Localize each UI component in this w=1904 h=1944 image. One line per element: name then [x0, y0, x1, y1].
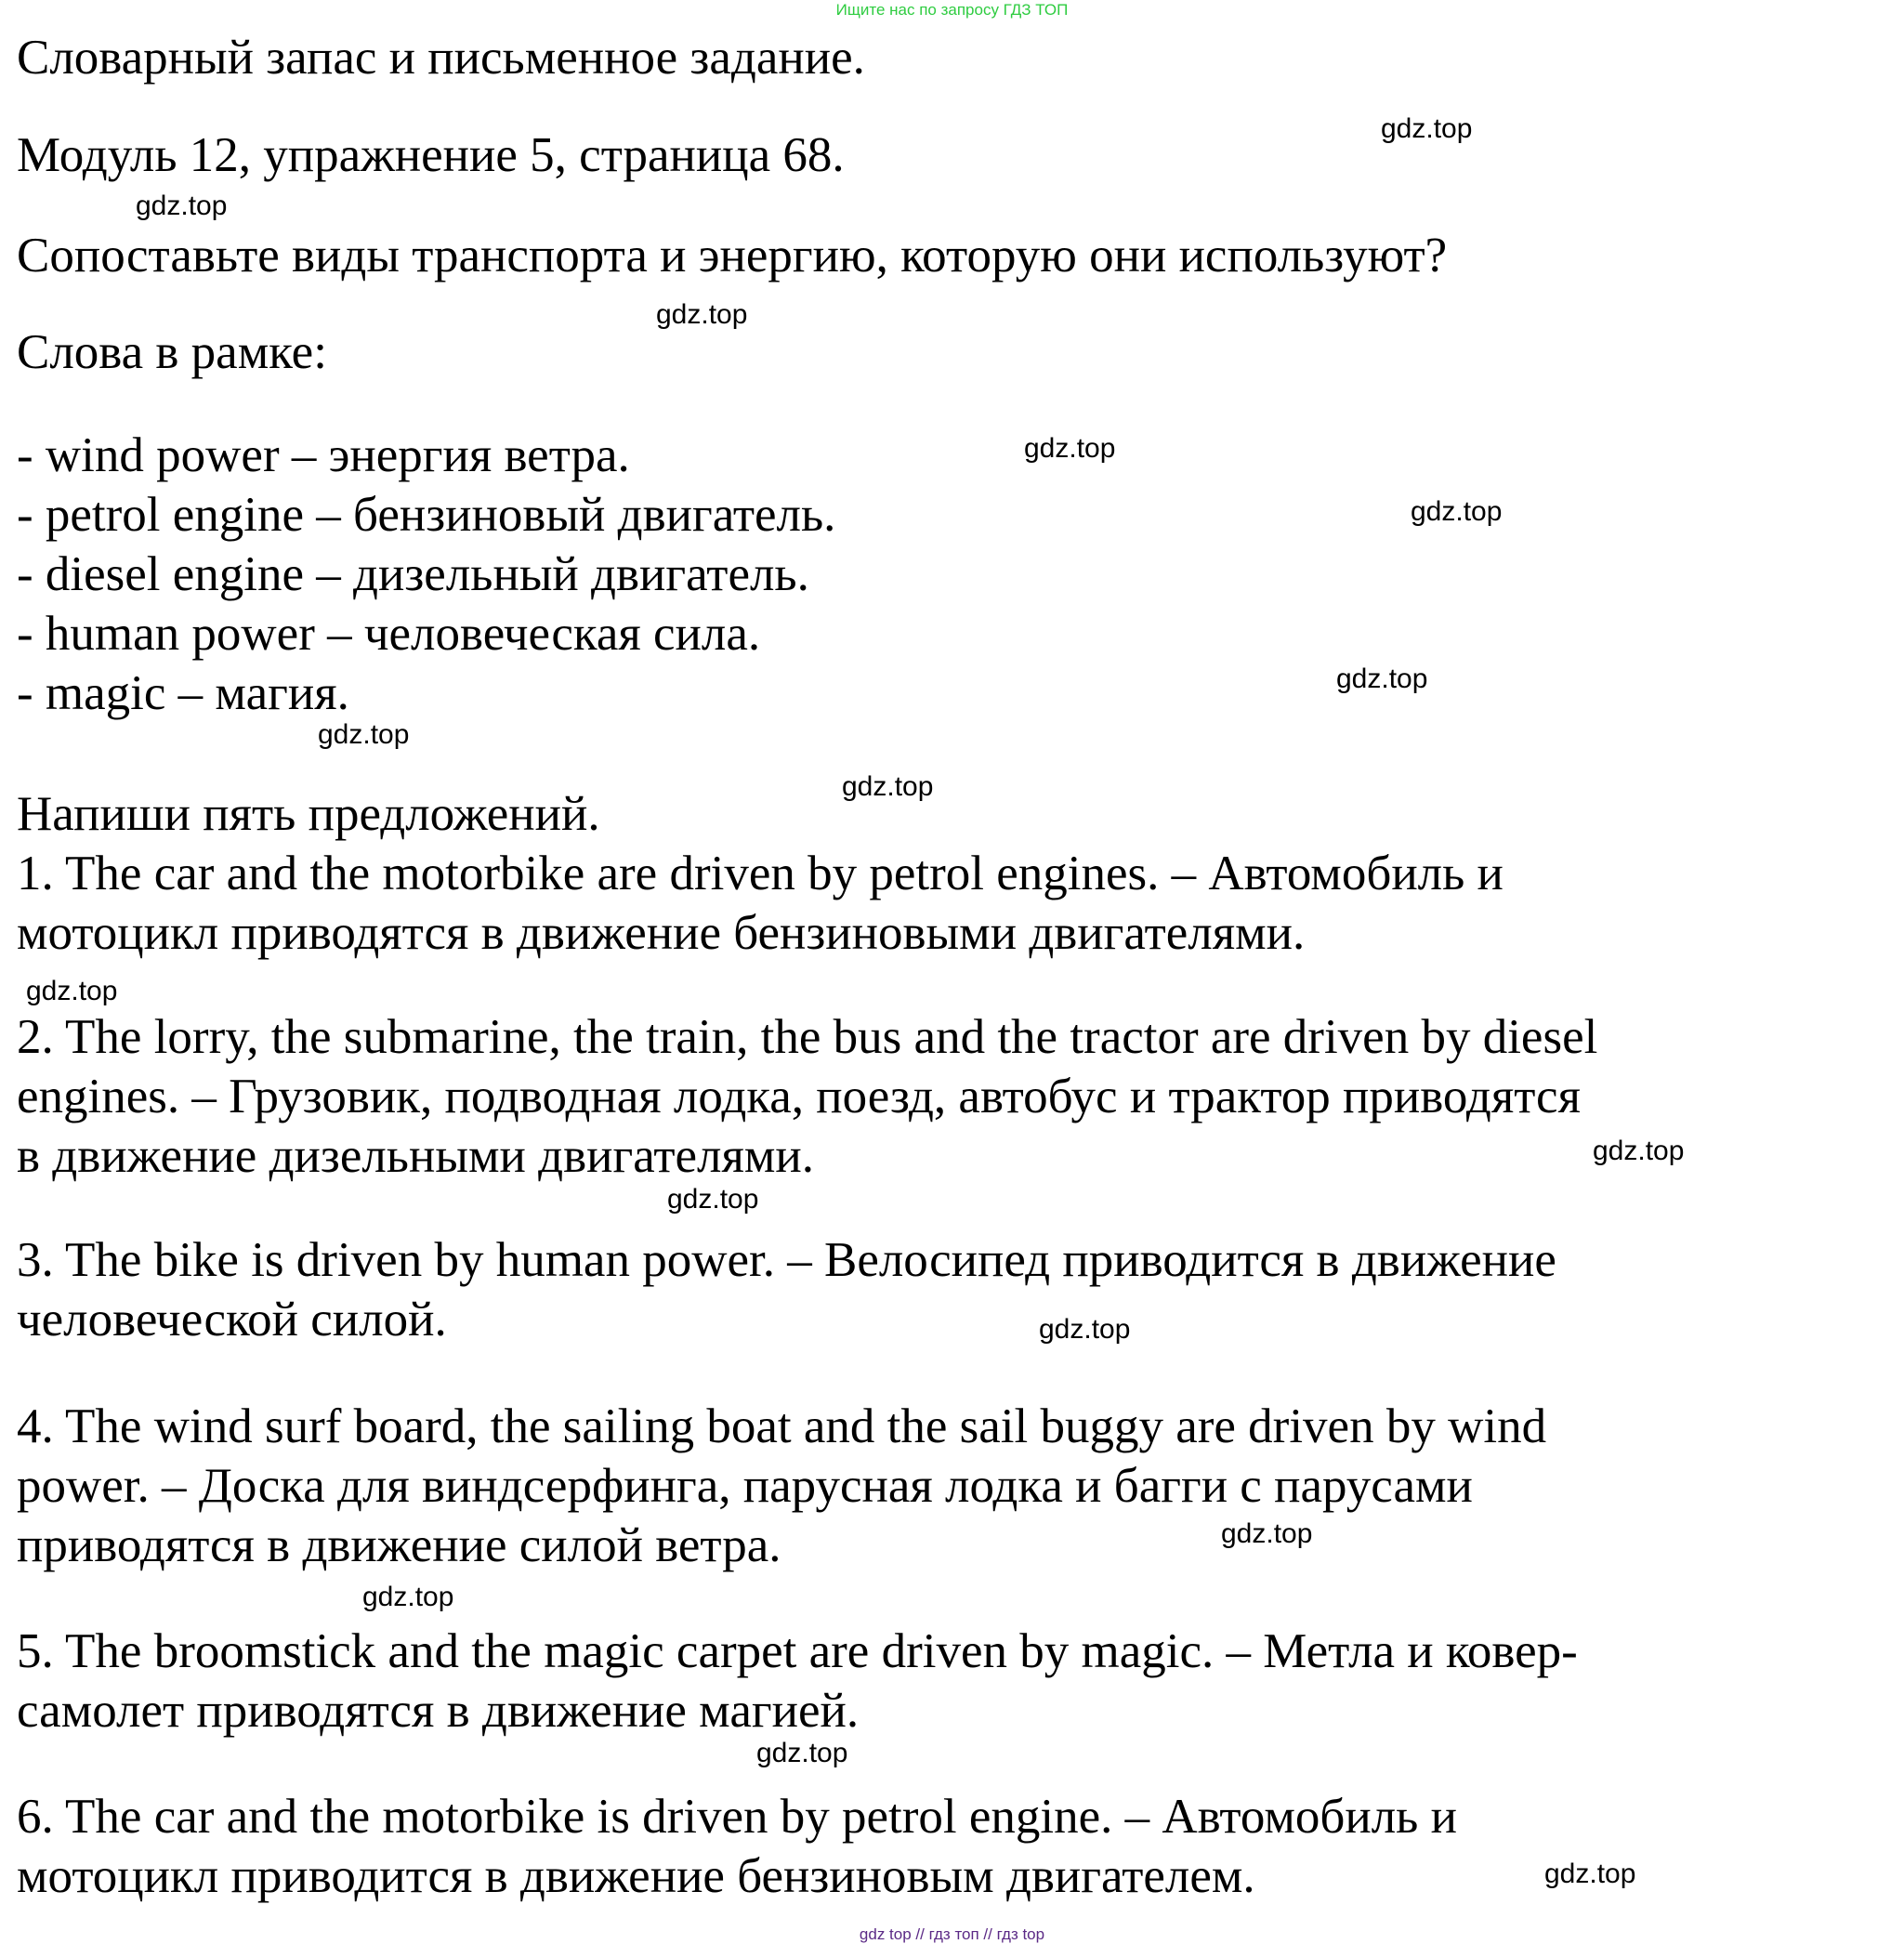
word-item: - magic – магия. — [17, 666, 349, 720]
watermark-text: gdz.top — [656, 299, 748, 330]
footer-banner: gdz top // гдз топ // гдз top — [859, 1925, 1045, 1943]
sentence-line: человеческой силой. — [17, 1293, 447, 1346]
search-hint-banner: Ищите нас по запросу ГДЗ ТОП — [835, 1, 1069, 19]
watermark-text: gdz.top — [1381, 113, 1473, 144]
sentence-line: мотоцикл приводится в движение бензиновым двигателем. — [17, 1849, 1255, 1903]
watermark-text: gdz.top — [1039, 1314, 1131, 1345]
task-heading: Напиши пять предложений. — [17, 787, 600, 841]
watermark-text: gdz.top — [362, 1582, 454, 1612]
sentence-line: engines. – Грузовик, подводная лодка, поезд, автобус и трактор приводятся — [17, 1070, 1581, 1123]
page-title: Словарный запас и письменное задание. — [17, 31, 865, 85]
watermark-text: gdz.top — [1544, 1859, 1636, 1889]
watermark-text: gdz.top — [1336, 663, 1428, 694]
watermark-text: gdz.top — [1411, 496, 1503, 527]
sentence-line: 1. The car and the motorbike are driven by petrol engines. – Автомобиль и — [17, 847, 1504, 900]
watermark-text: gdz.top — [756, 1738, 848, 1768]
sentence-line: мотоцикл приводятся в движение бензиновыми двигателями. — [17, 906, 1306, 960]
watermark-text: gdz.top — [318, 719, 410, 750]
sentence-line: power. – Доска для виндсерфинга, парусная лодка и багги с парусами — [17, 1459, 1473, 1513]
sentence-line: 4. The wind surf board, the sailing boat and the sail buggy are driven by wind — [17, 1399, 1547, 1453]
word-item: - human power – человеческая сила. — [17, 607, 761, 661]
sentence-line: самолет приводятся в движение магией. — [17, 1684, 860, 1738]
watermark-text: gdz.top — [667, 1184, 759, 1215]
sentence-line: приводятся в движение силой ветра. — [17, 1518, 781, 1572]
sentence-line: 2. The lorry, the submarine, the train, the bus and the tractor are driven by diesel — [17, 1010, 1598, 1064]
watermark-text: gdz.top — [1221, 1518, 1313, 1549]
watermark-text: gdz.top — [1593, 1136, 1685, 1166]
watermark-text: gdz.top — [136, 190, 228, 221]
sentence-line: 6. The car and the motorbike is driven by petrol engine. – Автомобиль и — [17, 1790, 1457, 1844]
word-item: - wind power – энергия ветра. — [17, 428, 630, 482]
sentence-line: в движение дизельными двигателями. — [17, 1129, 815, 1183]
watermark-text: gdz.top — [842, 771, 934, 802]
module-line: Модуль 12, упражнение 5, страница 68. — [17, 128, 845, 182]
words-heading: Слова в рамке: — [17, 325, 327, 379]
sentence-line: 3. The bike is driven by human power. – Велосипед приводится в движение — [17, 1233, 1556, 1287]
word-item: - diesel engine – дизельный двигатель. — [17, 547, 809, 601]
watermark-text: gdz.top — [26, 976, 118, 1006]
watermark-text: gdz.top — [1024, 433, 1116, 464]
word-item: - petrol engine – бензиновый двигатель. — [17, 488, 836, 542]
question-line: Сопоставьте виды транспорта и энергию, которую они используют? — [17, 229, 1448, 282]
sentence-line: 5. The broomstick and the magic carpet are driven by magic. – Метла и ковер- — [17, 1624, 1578, 1678]
